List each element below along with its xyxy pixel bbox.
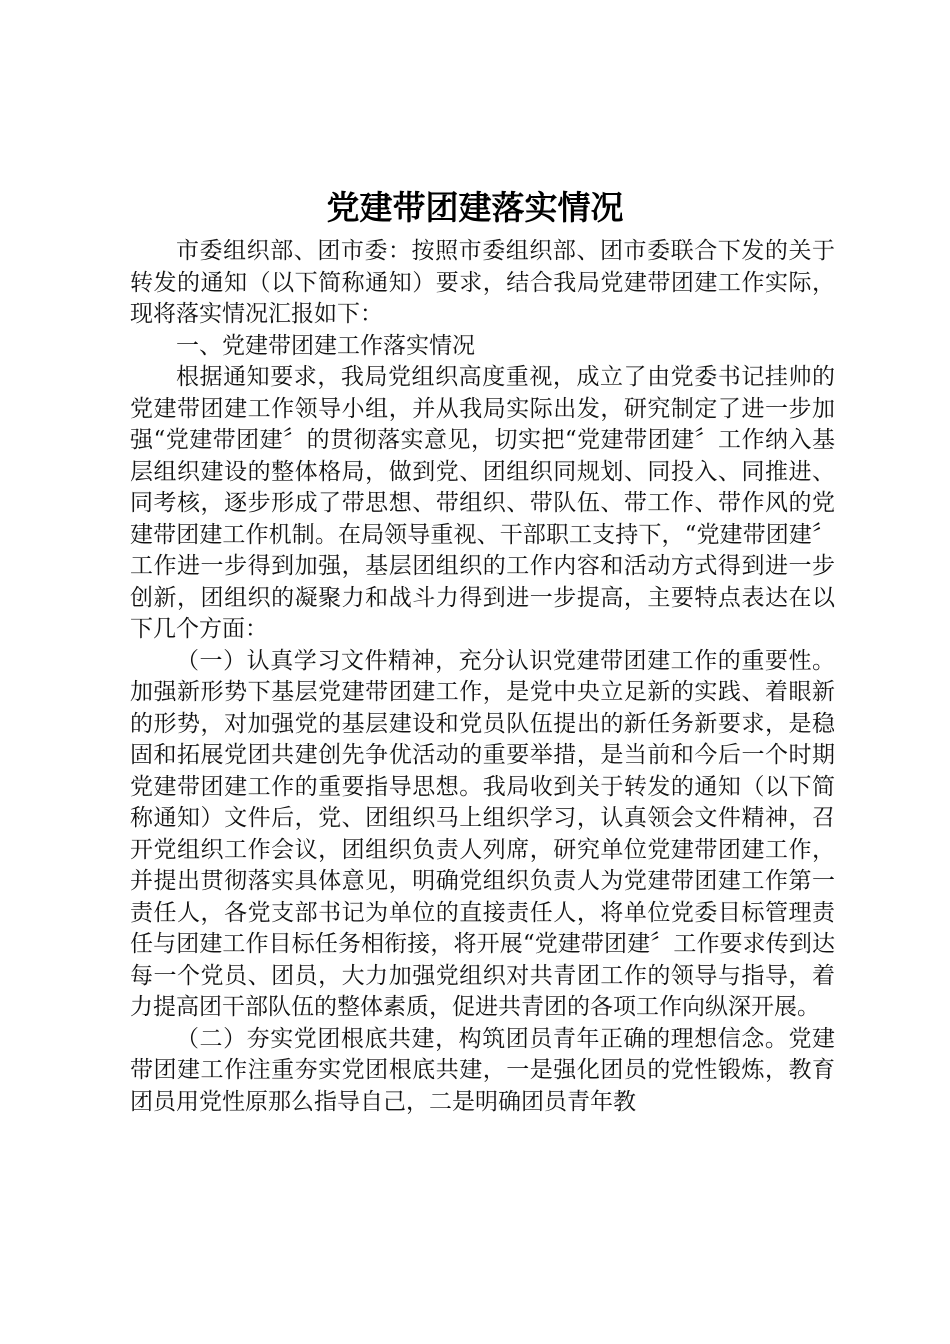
paragraph-point-2: （二）夯实党团根底共建，构筑团员青年正确的理想信念。党建带团建工作注重夯实党团根底共建，一是强化团员的党性锻炼，教育团员用党性原那么指导自己，二是明确团员青年教 <box>130 1025 835 1115</box>
document-body <box>130 236 835 1118</box>
paragraph-salutation: 市委组织部、团市委：按照市委组织部、团市委联合下发的关于转发的通知（以下简称通知）要求，结合我局党建带团建工作实际，现将落实情况汇报如下： <box>130 238 835 327</box>
paragraph-overview: 根据通知要求，我局党组织高度重视，成立了由党委书记挂帅的党建带团建工作领导小组，并从我局实际出发，研究制定了进一步加强“党建带团建〞的贯彻落实意见，切实把“党建带团建〞工作纳入基层组织建设的整体格局，做到党、团组织同规划、同投入、同推进、同考核，逐步形成了带思想、带组织、带队伍、带工作、带作风的党建带团建工作机制。在局领导重视、干部职工支持下，“党建带团建〞工作进一步得到加强，基层团组织的工作内容和活动方式得到进一步创新，团组织的凝聚力和战斗力得到进一步提高，主要特点表达在以下几个方面： <box>130 364 835 642</box>
section-heading: 一、党建带团建工作落实情况 <box>176 332 475 359</box>
document-title: 党建带团建落实情况 <box>326 188 624 227</box>
paragraph-point-1: （一）认真学习文件精神，充分认识党建带团建工作的重要性。加强新形势下基层党建带团建工作，是党中央立足新的实践、着眼新的形势，对加强党的基层建设和党员队伍提出的新任务新要求，是稳固和拓展党团共建创先争优活动的重要举措，是当前和今后一个时期党建带团建工作的重要指导思想。我局收到关于转发的通知（以下简称通知）文件后，党、团组织马上组织学习，认真领会文件精神，召开党组织工作会议，团组织负责人列席，研究单位党建带团建工作，并提出贯彻落实具体意见，明确党组织负责人为党建带团建工作第一责任人，各党支部书记为单位的直接责任人，将单位党委目标管理责任与团建工作目标任务相衔接，将开展“党建带团建〞工作要求传到达每一个党员、团员，大力加强党组织对共青团工作的领导与指导，着力提高团干部队伍的整体素质，促进共青团的各项工作向纵深开展。 <box>130 647 835 1020</box>
